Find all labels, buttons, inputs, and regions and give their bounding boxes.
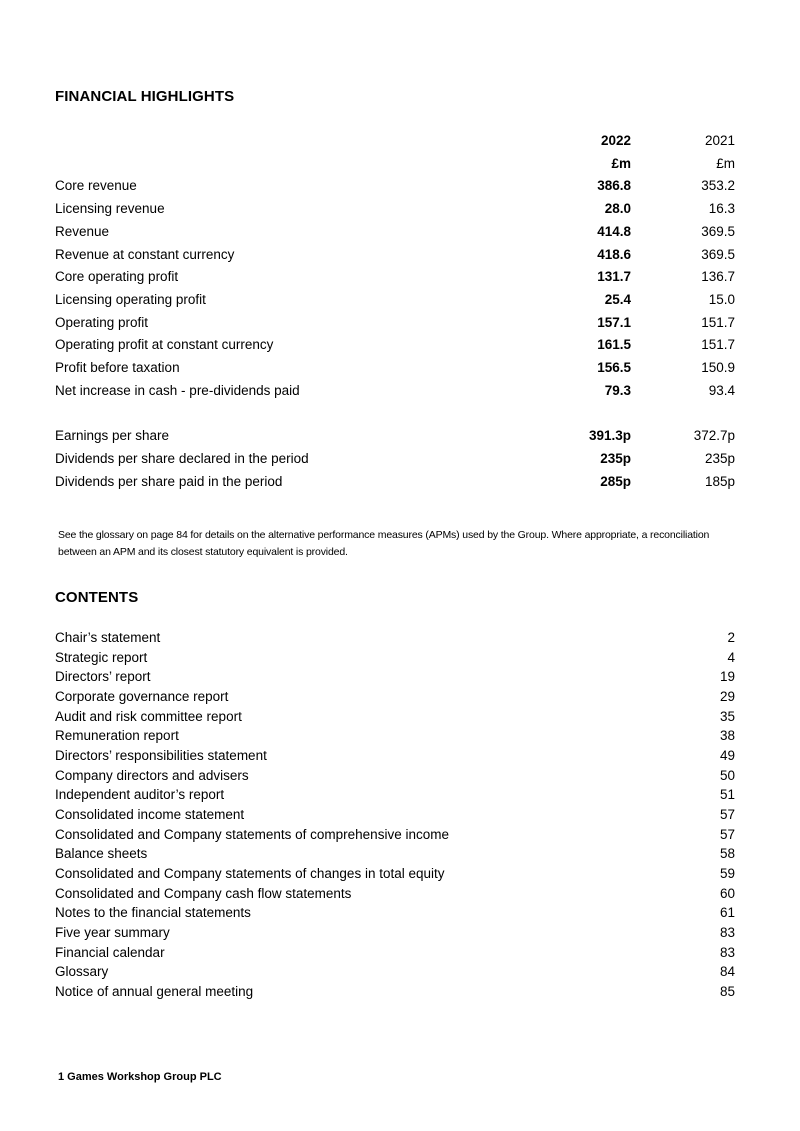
value-2022: 414.8 [597,223,631,239]
toc-entry-page: 84 [719,964,735,980]
list-item [55,903,735,923]
toc-entry-label: Glossary [55,964,109,980]
value-2022: 28.0 [604,201,631,217]
contents-list [55,628,735,1001]
value-2022: 79.3 [604,382,631,398]
column-header-2021: 2021 [704,133,735,148]
table-header-year-row [55,130,735,153]
list-item [55,628,735,648]
toc-entry-label: Directors’ report [55,669,151,685]
toc-entry-page: 85 [719,983,735,999]
column-header-2022: 2022 [600,133,631,148]
list-item [55,766,735,786]
row-label: Earnings per share [55,428,170,444]
toc-entry-label: Strategic report [55,649,148,665]
toc-entry-label: Notice of annual general meeting [55,983,254,999]
value-2021: 235p [704,450,735,466]
value-2021: 372.7p [693,428,735,444]
toc-entry-page: 49 [719,747,735,763]
value-2021: 151.7 [701,337,735,353]
value-2021: 150.9 [701,360,735,376]
column-unit-2021: £m [716,155,735,171]
value-2021: 151.7 [701,314,735,330]
table-row [55,380,735,403]
toc-entry-page: 4 [727,649,735,665]
list-item [55,923,735,943]
value-2022: 25.4 [604,291,631,307]
list-item [55,864,735,884]
table-row [55,198,735,221]
list-item [55,648,735,668]
value-2022: 418.6 [597,246,631,262]
toc-entry-page: 59 [719,865,735,881]
table-row [55,448,735,471]
value-2021: 16.3 [708,201,735,217]
list-item [55,844,735,864]
table-row [55,312,735,335]
value-2021: 369.5 [701,246,735,262]
table-row [55,357,735,380]
list-item [55,943,735,963]
toc-entry-page: 19 [719,669,735,685]
list-item [55,707,735,727]
list-item [55,805,735,825]
list-item [55,982,735,1002]
list-item [55,825,735,845]
row-label: Dividends per share paid in the period [55,473,283,489]
toc-entry-page: 83 [719,924,735,940]
row-label: Operating profit [55,314,149,330]
list-item [55,687,735,707]
toc-entry-label: Consolidated income statement [55,806,245,822]
toc-entry-page: 83 [719,944,735,960]
contents-heading: CONTENTS [55,589,139,606]
value-2022: 131.7 [597,269,631,285]
toc-entry-label: Remuneration report [55,728,179,744]
table-header-unit-row [55,153,735,176]
row-label: Licensing revenue [55,201,165,217]
toc-entry-page: 61 [719,905,735,921]
toc-entry-page: 35 [719,708,735,724]
toc-entry-label: Company directors and advisers [55,767,249,783]
toc-entry-page: 57 [719,806,735,822]
list-item [55,667,735,687]
toc-entry-page: 50 [719,767,735,783]
table-row [55,244,735,267]
row-label: Dividends per share declared in the period [55,450,309,466]
value-2022: 156.5 [597,360,631,376]
toc-entry-page: 51 [719,787,735,803]
list-item [55,746,735,766]
row-label: Licensing operating profit [55,291,206,307]
row-label: Core revenue [55,178,137,194]
toc-entry-page: 2 [727,630,735,645]
row-label: Revenue at constant currency [55,246,235,262]
toc-entry-page: 57 [719,826,735,842]
row-label: Profit before taxation [55,360,180,376]
apm-glossary-note: See the glossary on page 84 for details on the alternative performance measures (APMs) used by the Group. Where appropriate, a reconciliation between an APM and its closest statutory equivalent is provided. [58,529,710,558]
value-2021: 93.4 [708,382,735,398]
list-item [55,962,735,982]
toc-entry-page: 58 [719,846,735,862]
table-row [55,425,735,448]
table-row [55,266,735,289]
list-item [55,726,735,746]
financial-highlights-table [55,130,735,493]
value-2022: 235p [600,450,631,466]
value-2021: 185p [704,473,735,489]
value-2022: 157.1 [597,314,631,330]
table-row [55,334,735,357]
value-2022: 285p [600,473,631,489]
toc-entry-page: 38 [719,728,735,744]
list-item [55,884,735,904]
page-footer [58,1071,222,1083]
value-2021: 136.7 [701,269,735,285]
value-2021: 369.5 [701,223,735,239]
toc-entry-label: Consolidated and Company statements of comprehensive income [55,826,449,842]
value-2022: 386.8 [597,178,631,194]
value-2021: 15.0 [708,291,735,307]
toc-entry-label: Independent auditor’s report [55,787,225,803]
toc-entry-label: Balance sheets [55,846,148,862]
row-label: Operating profit at constant currency [55,337,274,353]
row-label: Revenue [55,223,110,239]
footer-text: 1 Games Workshop Group PLC [58,1071,222,1083]
value-2022: 391.3p [588,428,631,444]
toc-entry-label: Corporate governance report [55,688,229,704]
toc-entry-label: Audit and risk committee report [55,708,242,724]
toc-entry-page: 60 [719,885,735,901]
table-row [55,289,735,312]
toc-entry-label: Directors’ responsibilities statement [55,747,267,763]
toc-entry-page: 29 [719,688,735,704]
toc-entry-label: Consolidated and Company cash flow statements [55,885,352,901]
financial-highlights-heading: FINANCIAL HIGHLIGHTS [55,88,235,105]
row-label: Net increase in cash - pre-dividends paid [55,382,300,398]
value-2021: 353.2 [701,178,735,194]
per-share-section [55,425,735,493]
toc-entry-label: Financial calendar [55,944,165,960]
column-unit-2022: £m [611,155,631,171]
toc-entry-label: Notes to the financial statements [55,905,251,921]
toc-entry-label: Five year summary [55,924,170,940]
list-item [55,785,735,805]
table-row [55,221,735,244]
toc-entry-label: Consolidated and Company statements of changes in total equity [55,865,445,881]
table-row [55,471,735,494]
table-row [55,175,735,198]
value-2022: 161.5 [597,337,631,353]
toc-entry-label: Chair’s statement [55,630,161,645]
row-label: Core operating profit [55,269,179,285]
